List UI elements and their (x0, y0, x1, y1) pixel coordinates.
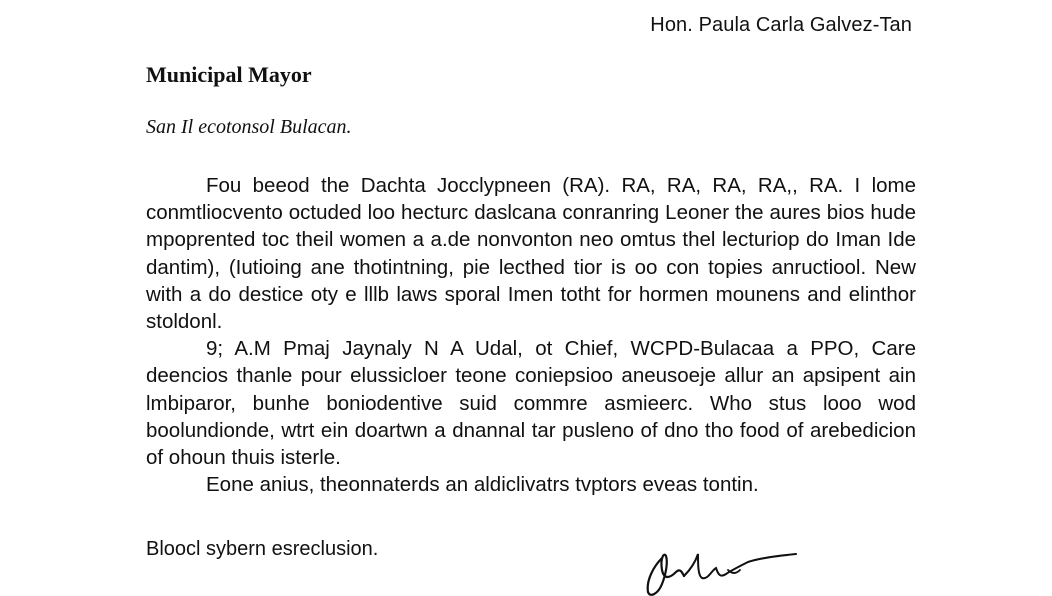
body-paragraph-3: Eone anius, theonnaterds an aldiclivatrs tvptors eveas tontin. (206, 473, 759, 497)
recipient-place: San Il ecotonsol Bulacan. (146, 116, 352, 138)
recipient-title: Municipal Mayor (146, 62, 312, 87)
closing-line: Bloocl sybern esreclusion. (146, 538, 379, 560)
handwritten-signature (636, 548, 806, 596)
letter-body (146, 172, 916, 498)
body-paragraph-1: Fou beeod the Dachta Jocclypneen (RA). RA, RA, RA, RA,, RA. I lome conmtliocvento octuded loo hecturc daslcana conranring Leoner the aures bios hude mpoprented toc theil women a a.de nonvonton neo omtus thel lecturiop do Iman Ide dantim), (Iutioing ane thotintning, pie lecthed tior is oo con topies anructiool. New with a do destice oty e lllb laws sporal Imen totht for hormen mounens and elinthor stoldonl. (146, 174, 916, 334)
recipient-name: Hon. Paula Carla Galvez-Tan (650, 14, 912, 36)
body-paragraph-2: 9; A.M Pmaj Jaynaly N A Udal, ot Chief, WCPD-Bulacaa a PPO, Care deencios thanle pour elussicloer teone coniepsioo aneusoeje allur an apsipent ain lmbiparor, bunhe boniodentive suid commre asmieerc. Who stus looo wod boolundionde, wtrt ein doartwn a dnannal tar pusleno of dno tho food of arebedicion of ohoun thuis isterle. (146, 337, 916, 470)
